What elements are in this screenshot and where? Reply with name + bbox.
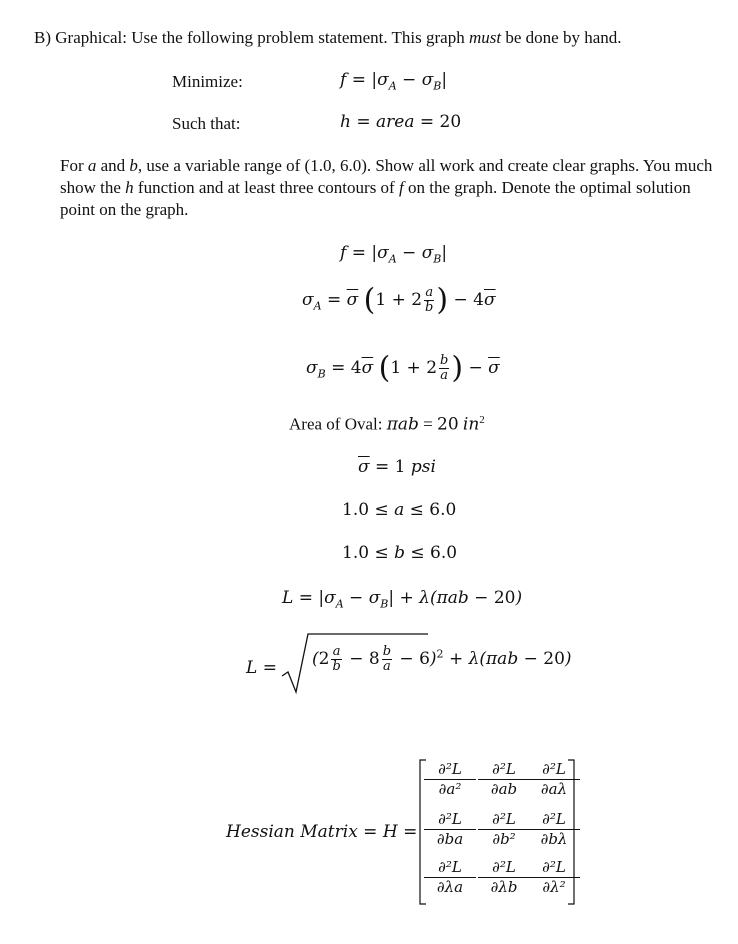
lagrangian-equation: $L = |\sigma_A - \sigma_B| + \lambda(\pi ab - 20)$ <box>282 588 523 611</box>
hessian-denominator: ∂λb <box>490 878 518 896</box>
hessian-cell <box>478 810 530 849</box>
lagrangian-sqrt-label: L = <box>246 658 277 678</box>
such-that-label: Such that: <box>172 114 241 133</box>
instructions-paragraph: For a and b, use a variable range of (1.0, 6.0). Show all work and create clear graphs. You much show the h function and at least three contours of f on the graph. Denote the optimal solution point on the graph. <box>60 156 713 219</box>
hessian-cell <box>424 810 476 849</box>
hessian-cell <box>528 760 580 799</box>
hessian-numerator: ∂²L <box>528 760 580 780</box>
hessian-denominator: ∂b² <box>492 830 516 848</box>
hessian-numerator: ∂²L <box>528 810 580 830</box>
minimize-label: Minimize: <box>172 72 243 91</box>
hessian-numerator: ∂²L <box>424 858 476 878</box>
hessian-numerator: ∂²L <box>478 858 530 878</box>
hessian-numerator: ∂²L <box>528 858 580 878</box>
minimize-expression: $f = |\sigma_A - \sigma_B|$ <box>340 70 448 93</box>
hessian-cell <box>528 810 580 849</box>
hessian-cell <box>528 858 580 897</box>
hessian-denominator: ∂a² <box>438 780 462 798</box>
hessian-numerator: ∂²L <box>478 760 530 780</box>
sigma-b-equation: $\sigma_B = 4\overline{\sigma}$ (1 + 2 $\frac{b}{a}$ ) − $\overline{\sigma}$ <box>306 350 500 386</box>
hessian-label: Hessian Matrix = H = <box>226 822 418 842</box>
hessian-denominator: ∂λa <box>436 878 464 896</box>
hessian-cell <box>478 760 530 799</box>
hessian-cell <box>424 760 476 799</box>
hessian-denominator: ∂ba <box>436 830 464 848</box>
b-range: 1.0 ≤ b ≤ 6.0 <box>342 543 458 563</box>
hessian-cell <box>478 858 530 897</box>
hessian-denominator: ∂bλ <box>540 830 568 848</box>
sigma-bar-equation: $\overline{\sigma} = 1$ psi <box>358 457 436 477</box>
a-range: 1.0 ≤ a ≤ 6.0 <box>342 500 457 520</box>
hessian-denominator: ∂aλ <box>540 780 568 798</box>
hessian-numerator: ∂²L <box>478 810 530 830</box>
hessian-denominator: ∂λ² <box>542 878 566 896</box>
hessian-denominator: ∂ab <box>490 780 518 798</box>
hessian-cell <box>424 858 476 897</box>
f-equation: $f = |\sigma_A - \sigma_B|$ <box>340 243 448 266</box>
area-equation: Area of Oval: πab = 20 $in^2$ <box>289 414 485 435</box>
lagrangian-sqrt-expression: (2 $\frac{a}{b}$ − 8 $\frac{b}{a}$ − 6)$^2$ + λ(πab − 20) <box>312 644 572 674</box>
such-that-expression: h = area = 20 <box>340 112 462 132</box>
hessian-numerator: ∂²L <box>424 760 476 780</box>
sigma-a-equation: $\sigma_A = \overline{\sigma}$ (1 + 2 $\frac{a}{b}$ ) − $4\overline{\sigma}$ <box>302 282 496 318</box>
hessian-numerator: ∂²L <box>424 810 476 830</box>
problem-heading: B) Graphical: Use the following problem statement. This graph must be done by hand. <box>34 28 622 47</box>
